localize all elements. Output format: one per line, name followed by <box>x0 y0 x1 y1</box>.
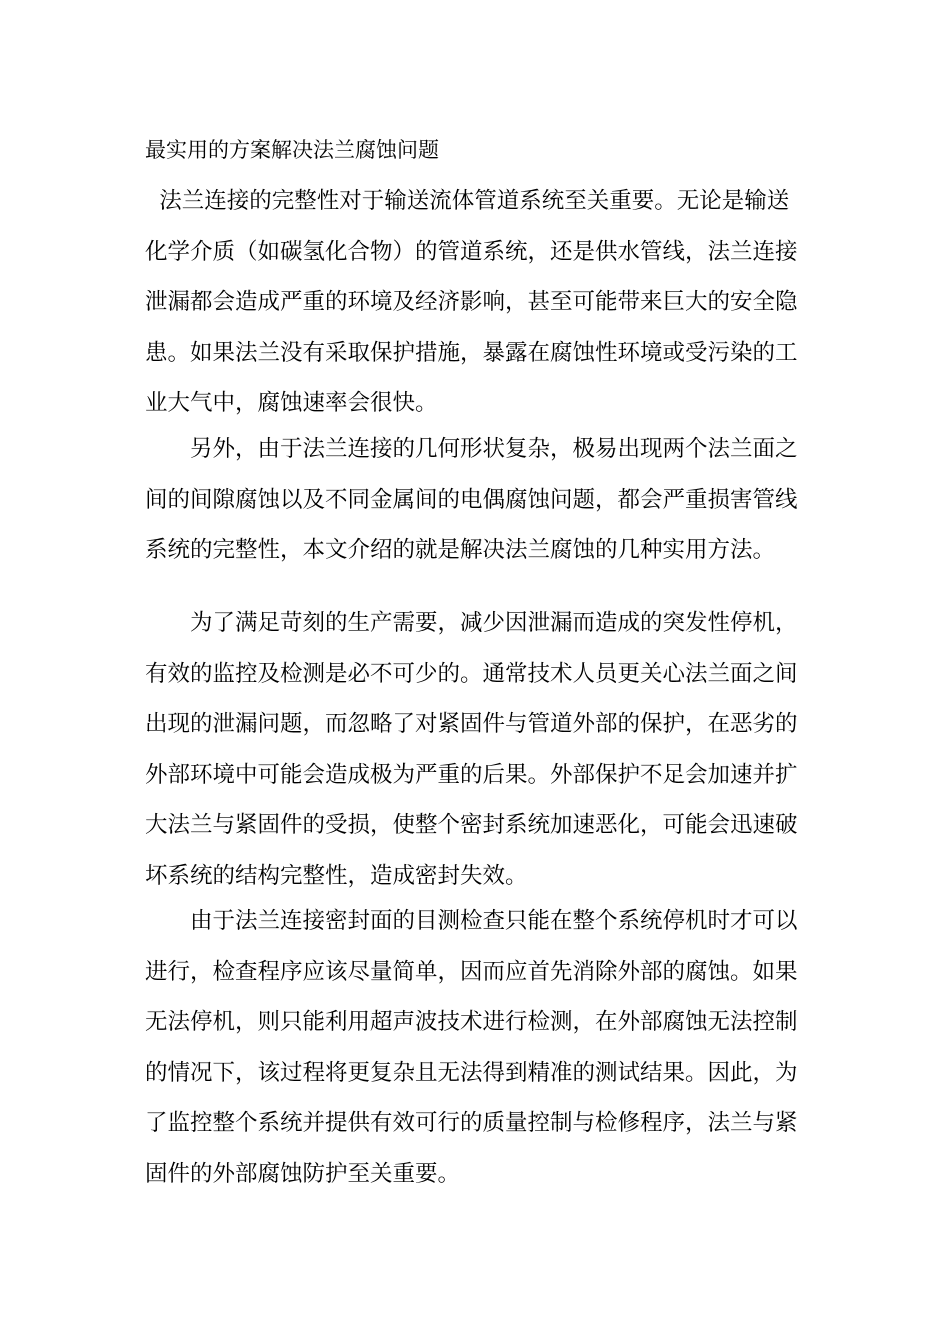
paragraph-line: 为了满足苛刻的生产需要，减少因泄漏而造成的突发性停机， <box>145 610 798 636</box>
paragraph-2 <box>145 424 815 576</box>
paragraph-line: 进行，检查程序应该尽量简单，因而应首先消除外部的腐蚀。如果 <box>145 958 798 985</box>
paragraph-line: 外部环境中可能会造成极为严重的后果。外部保护不足会加速并扩 <box>145 761 798 788</box>
paragraph-line: 法兰连接的完整性对于输送流体管道系统至关重要。无论是输送 <box>145 188 790 214</box>
paragraph-line: 坏系统的结构完整性，造成密封失效。 <box>145 862 528 889</box>
paragraph-3 <box>145 598 815 901</box>
paragraph-line: 业大气中，腐蚀速率会很快。 <box>145 390 438 416</box>
paragraph-line: 化学介质（如碳氢化合物）的管道系统，还是供水管线，法兰连接 <box>145 238 798 265</box>
paragraph-line: 的情况下，该过程将更复杂且无法得到精准的测试结果。因此，为 <box>145 1059 798 1086</box>
paragraph-line: 无法停机，则只能利用超声波技术进行检测，在外部腐蚀无法控制 <box>145 1009 798 1035</box>
paragraph-line: 泄漏都会造成严重的环境及经济影响，甚至可能带来巨大的安全隐 <box>145 289 798 315</box>
paragraph-line: 出现的泄漏问题，而忽略了对紧固件与管道外部的保护，在恶劣的 <box>145 711 798 737</box>
paragraph-line: 有效的监控及检测是必不可少的。通常技术人员更关心法兰面之间 <box>145 660 798 687</box>
document-title: 最实用的方案解决法兰腐蚀问题 <box>145 138 439 162</box>
paragraph-line: 由于法兰连接密封面的目测检查只能在整个系统停机时才可以 <box>145 908 798 934</box>
paragraph-line: 系统的完整性，本文介绍的就是解决法兰腐蚀的几种实用方法。 <box>145 537 776 563</box>
paragraph-line: 患。如果法兰没有采取保护措施，暴露在腐蚀性环境或受污染的工 <box>145 339 798 366</box>
paragraph-line: 另外，由于法兰连接的几何形状复杂，极易出现两个法兰面之 <box>145 436 798 462</box>
paragraph-line: 大法兰与紧固件的受损，使整个密封系统加速恶化，可能会迅速破 <box>145 812 798 838</box>
paragraph-1 <box>145 176 815 429</box>
paragraph-line: 间的间隙腐蚀以及不同金属间的电偶腐蚀问题，都会严重损害管线 <box>145 486 798 513</box>
paragraph-line: 固件的外部腐蚀防护至关重要。 <box>145 1160 461 1187</box>
paragraph-4 <box>145 896 815 1199</box>
paragraph-line: 了监控整个系统并提供有效可行的质量控制与检修程序，法兰与紧 <box>145 1110 798 1136</box>
